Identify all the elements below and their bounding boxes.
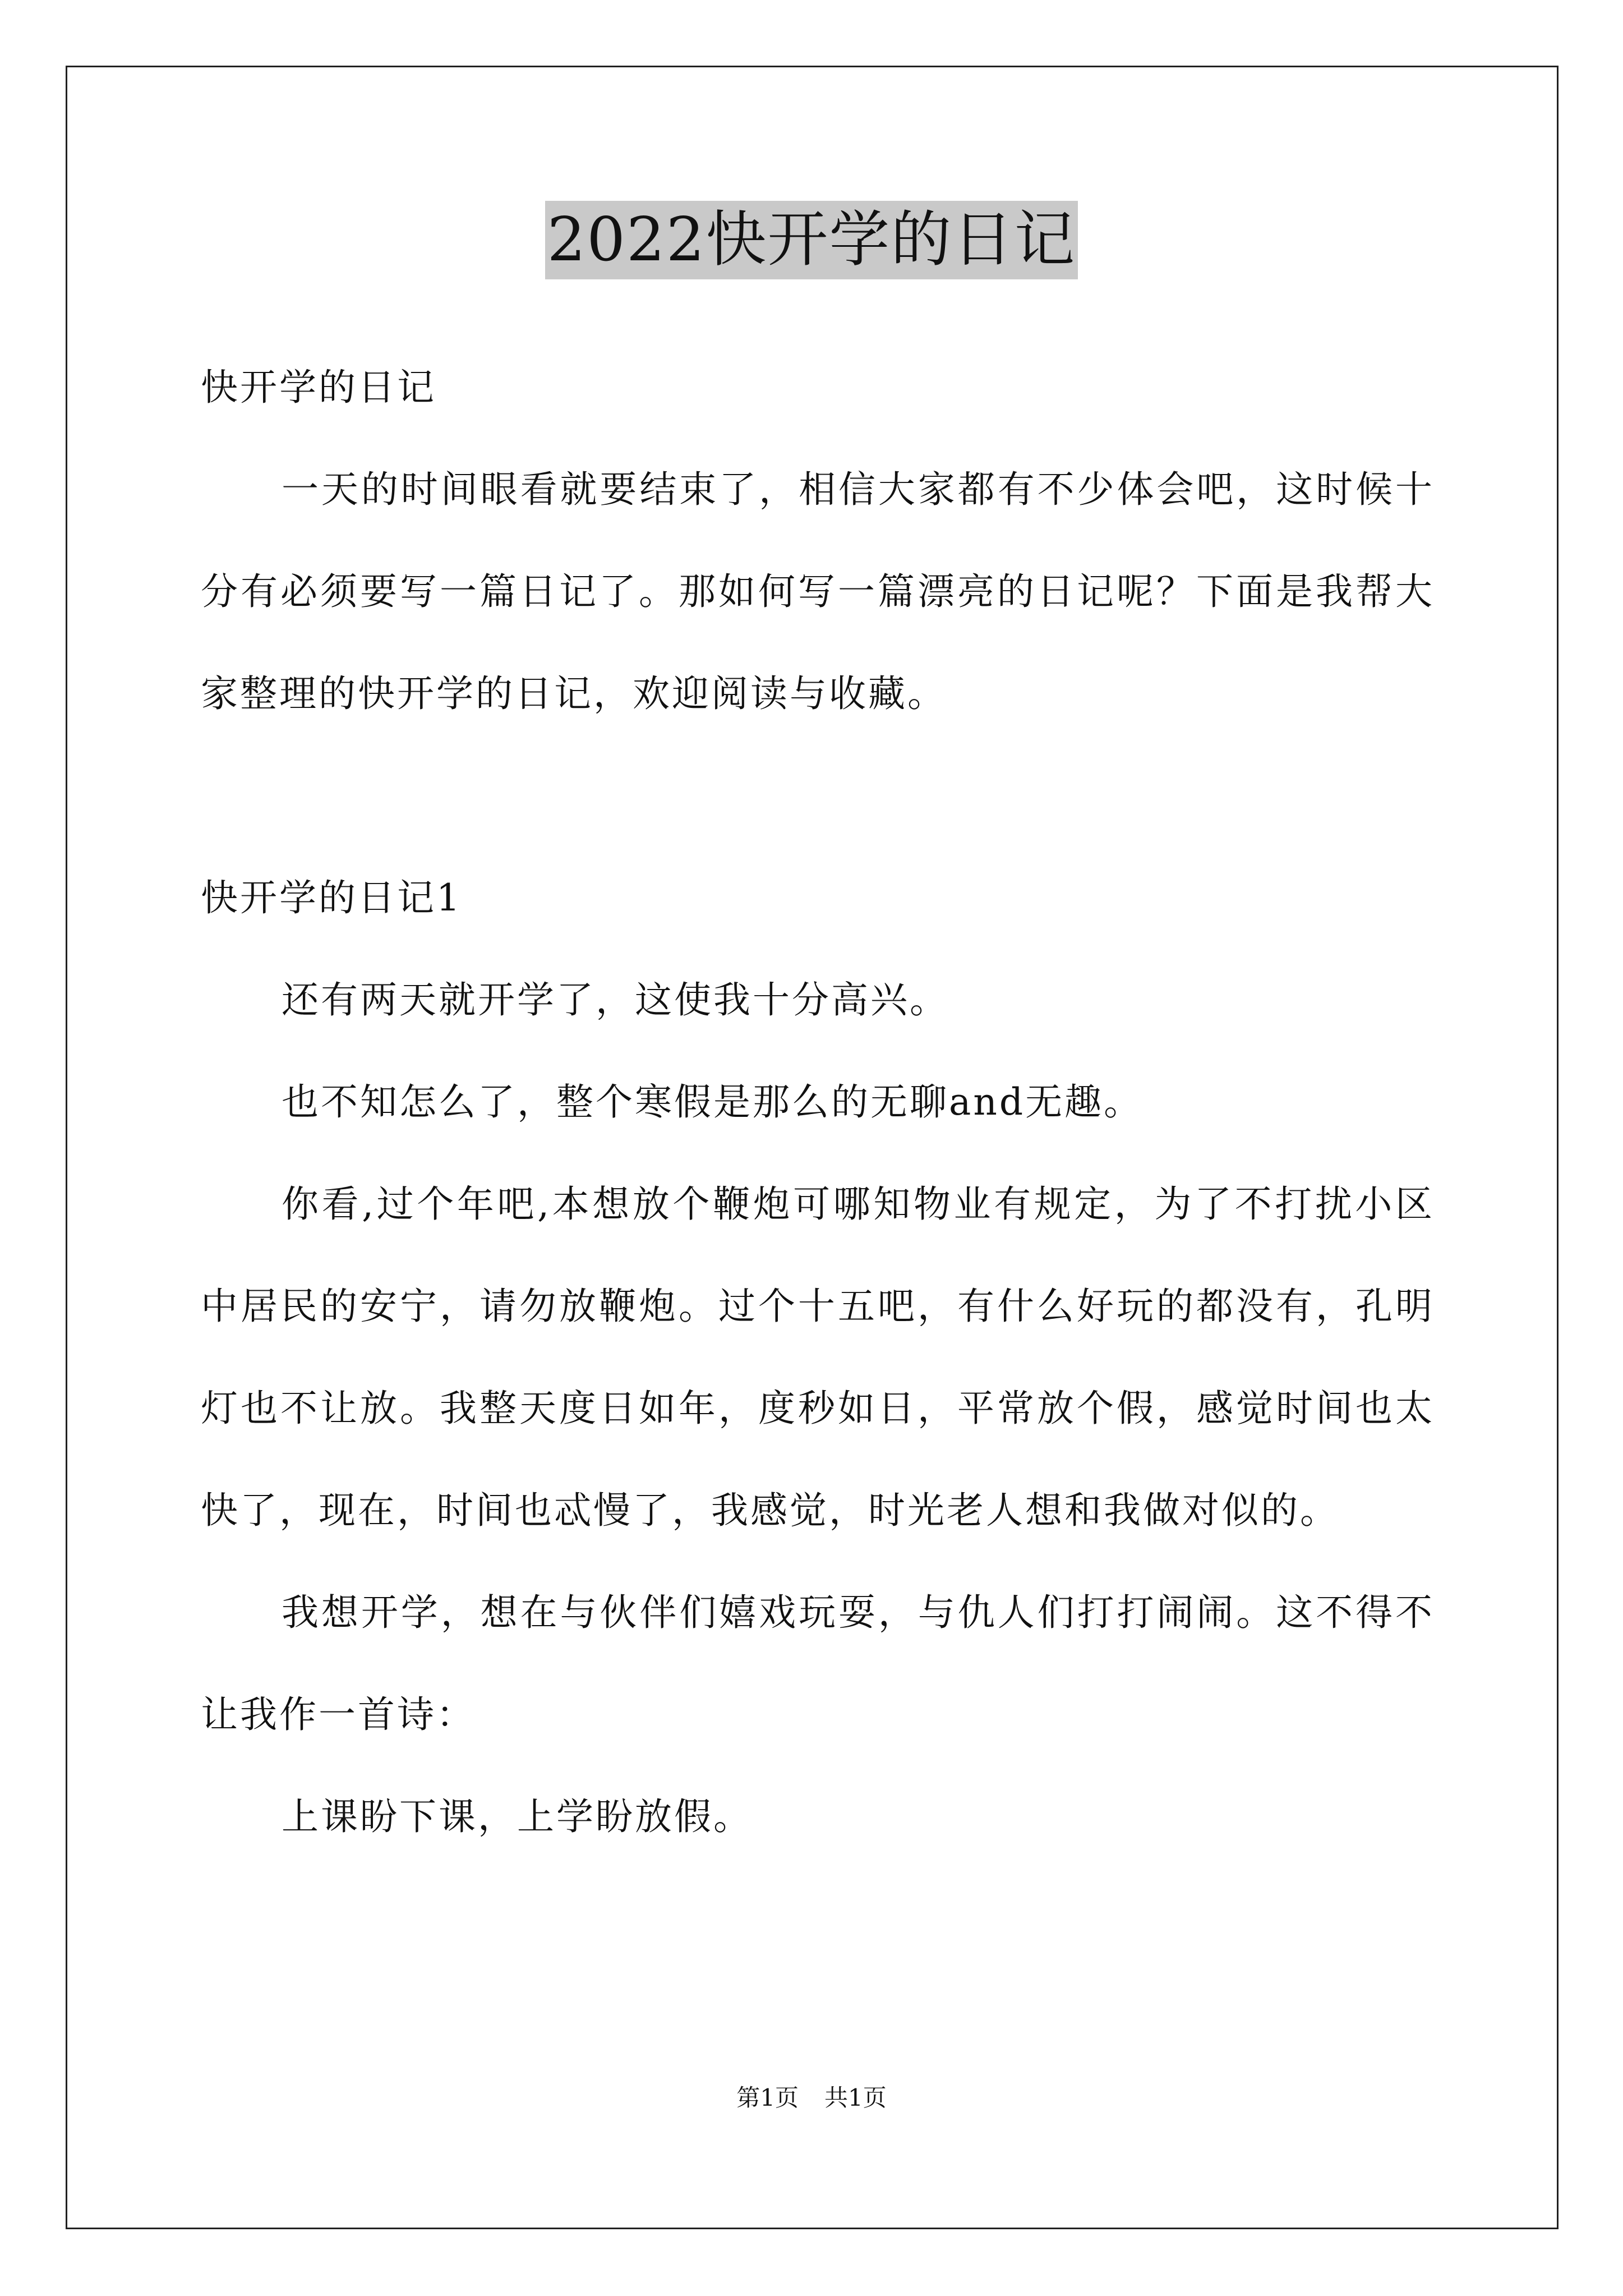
paragraph: 你看,过个年吧,本想放个鞭炮可哪知物业有规定，为了不打扰小区中居民的安宁，请勿放鞭炮。过个十五吧，有什么好玩的都没有，孔明灯也不让放。我整天度日如年，度秒如日，平常放个假，感觉时间也太快了，现在，时间也忒慢了，我感觉，时光老人想和我做对似的。 bbox=[201, 1182, 1435, 1532]
page-number-current: 第1页 bbox=[736, 2084, 799, 2111]
document-title: 2022快开学的日记 bbox=[545, 201, 1078, 279]
document-body bbox=[201, 337, 1435, 1868]
title-container bbox=[0, 201, 1623, 279]
page-number-total: 共1页 bbox=[824, 2084, 887, 2111]
paragraph: 快开学的日记 bbox=[201, 366, 436, 409]
paragraph: 快开学的日记1 bbox=[201, 876, 462, 919]
paragraph: 上课盼下课，上学盼放假。 bbox=[282, 1795, 753, 1838]
paragraph: 一天的时间眼看就要结束了，相信大家都有不少体会吧，这时候十分有必须要写一篇日记了。那如何写一篇漂亮的日记呢？下面是我帮大家整理的快开学的日记，欢迎阅读与收藏。 bbox=[201, 468, 1435, 715]
paragraph: 我想开学，想在与伙伴们嬉戏玩耍，与仇人们打打闹闹。这不得不让我作一首诗： bbox=[201, 1591, 1435, 1736]
paragraph: 也不知怎么了，整个寒假是那么的无聊and无趣。 bbox=[282, 1080, 1144, 1124]
paragraph: 还有两天就开学了，这使我十分高兴。 bbox=[282, 978, 949, 1022]
page-footer bbox=[0, 2081, 1623, 2115]
